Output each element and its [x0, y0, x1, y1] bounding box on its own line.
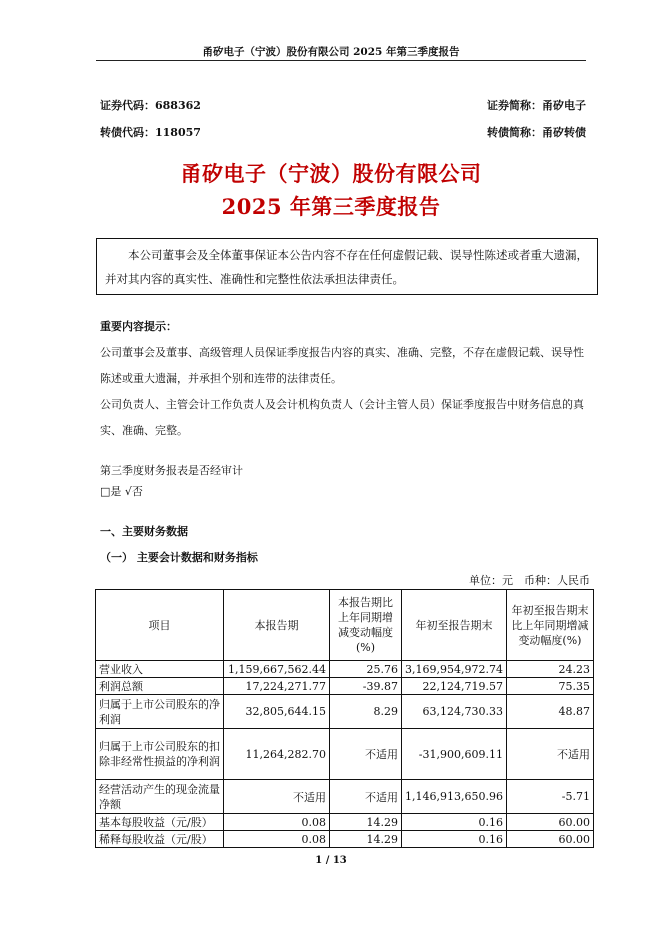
subsection-heading: （一） 主要会计数据和财务指标 [100, 551, 258, 564]
cell-value: 17,224,271.77 [224, 678, 330, 695]
board-notice: 本公司董事会及全体董事保证本公告内容不存在任何虚假记载、误导性陈述或者重大遗漏，并对其内容的真实性、准确性和完整性依法承担法律责任。 [96, 238, 598, 295]
table-row [96, 814, 594, 831]
table-row [96, 831, 594, 848]
col-header-current-change: 本报告期比上年同期增减变动幅度(%) [330, 590, 402, 661]
row-label: 营业收入 [96, 661, 224, 678]
cell-value: 63,124,730.33 [402, 695, 507, 729]
audit-answer: □是 √否 [100, 485, 143, 498]
col-header-current: 本报告期 [224, 590, 330, 661]
report-title-period: 2025 年第三季度报告 [221, 194, 441, 219]
cell-value: 不适用 [330, 780, 402, 814]
cell-value: 24.23 [506, 661, 593, 678]
section-heading: 一、主要财务数据 [100, 525, 188, 538]
unit-note: 单位：元 币种：人民币 [469, 574, 590, 587]
col-header-ytd: 年初至报告期末 [402, 590, 507, 661]
security-code: 证券代码：688362 [100, 99, 201, 112]
cell-value: 不适用 [224, 780, 330, 814]
report-title-company: 甬矽电子（宁波）股份有限公司 [180, 161, 482, 186]
cell-value: 0.16 [402, 814, 507, 831]
cell-value: 3,169,954,972.74 [402, 661, 507, 678]
running-header: 甬矽电子（宁波）股份有限公司 2025 年第三季度报告 [202, 46, 460, 58]
row-label: 经营活动产生的现金流量净额 [96, 780, 224, 814]
cell-value: 1,146,913,650.96 [402, 780, 507, 814]
cell-value: 0.08 [224, 831, 330, 848]
cell-value: 22,124,719.57 [402, 678, 507, 695]
table-row [96, 695, 594, 729]
col-header-ytd-change: 年初至报告期末比上年同期增减变动幅度(%) [506, 590, 593, 661]
cell-value: 0.16 [402, 831, 507, 848]
cell-value: -5.71 [506, 780, 593, 814]
table-row [96, 780, 594, 814]
security-abbr: 证券简称：甬矽电子 [487, 99, 586, 112]
important-heading: 重要内容提示： [100, 320, 177, 333]
row-label: 归属于上市公司股东的净利润 [96, 695, 224, 729]
bond-abbr: 转债简称：甬矽转债 [487, 126, 586, 139]
table-row [96, 678, 594, 695]
important-p2: 公司负责人、主管会计工作负责人及会计机构负责人（会计主管人员）保证季度报告中财务信息的真实、准确、完整。 [100, 398, 584, 437]
cell-value: -31,900,609.11 [402, 729, 507, 780]
cell-value: 60.00 [506, 831, 593, 848]
table-header-row [96, 590, 594, 661]
row-label: 稀释每股收益（元/股） [96, 831, 224, 848]
cell-value: 8.29 [330, 695, 402, 729]
cell-value: 75.35 [506, 678, 593, 695]
cell-value: 1,159,667,562.44 [224, 661, 330, 678]
important-p1: 公司董事会及董事、高级管理人员保证季度报告内容的真实、准确、完整，不存在虚假记载、误导性陈述或重大遗漏，并承担个别和连带的法律责任。 [100, 346, 584, 385]
bond-code: 转债代码：118057 [100, 126, 201, 139]
cell-value: 14.29 [330, 814, 402, 831]
cell-value: 不适用 [330, 729, 402, 780]
col-header-item: 项目 [96, 590, 224, 661]
cell-value: 不适用 [506, 729, 593, 780]
cell-value: 60.00 [506, 814, 593, 831]
header-divider [96, 60, 586, 61]
cell-value: 0.08 [224, 814, 330, 831]
audit-question: 第三季度财务报表是否经审计 [100, 464, 243, 477]
row-label: 归属于上市公司股东的扣除非经常性损益的净利润 [96, 729, 224, 780]
cell-value: 48.87 [506, 695, 593, 729]
table-row [96, 661, 594, 678]
page-number: 1 / 13 [315, 855, 347, 866]
cell-value: 32,805,644.15 [224, 695, 330, 729]
row-label: 利润总额 [96, 678, 224, 695]
cell-value: 14.29 [330, 831, 402, 848]
table-row [96, 729, 594, 780]
financial-table [95, 589, 594, 848]
row-label: 基本每股收益（元/股） [96, 814, 224, 831]
cell-value: 11,264,282.70 [224, 729, 330, 780]
cell-value: -39.87 [330, 678, 402, 695]
cell-value: 25.76 [330, 661, 402, 678]
